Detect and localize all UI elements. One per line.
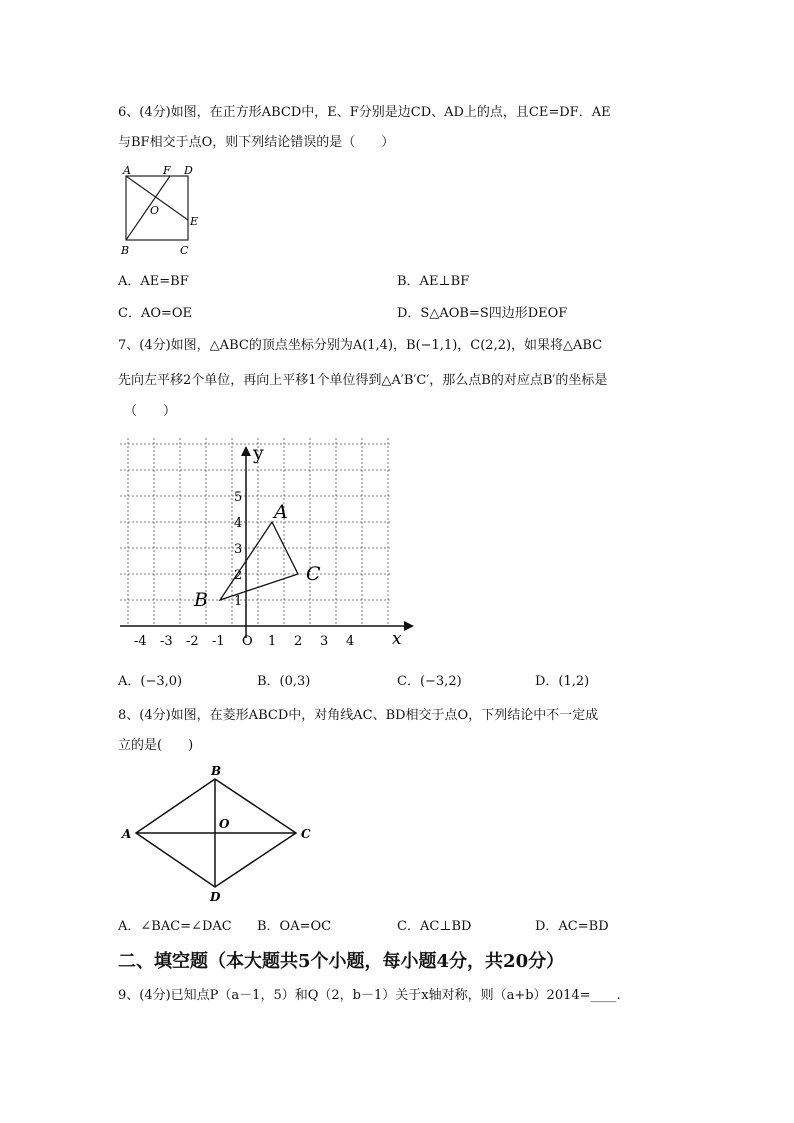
x-tick-label: -1 xyxy=(212,634,225,649)
q8-text-line1: 8、(4分)如图，在菱形ABCD中，对角线AC、BD相交于点O，下列结论中不一定成 xyxy=(118,708,599,723)
q6-text-line2: 与BF相交于点O，则下列结论错误的是（ ） xyxy=(118,135,395,150)
y-tick-label: 1 xyxy=(234,594,243,609)
y-tick-label: 5 xyxy=(234,490,243,505)
label-d: D xyxy=(184,164,193,177)
y-tick-labels xyxy=(234,490,242,609)
q6-square-figure xyxy=(118,162,208,260)
point-label-c: C xyxy=(306,563,321,585)
rhombus-label-d: D xyxy=(210,890,221,904)
y-axis-arrow-icon xyxy=(241,446,251,456)
q7-text-line3: （ ） xyxy=(124,404,177,419)
q7-text-line2: 先向左平移2个单位，再向上平移1个单位得到△A′B′C′，那么点B的对应点B′的坐标是 xyxy=(118,373,608,388)
q8-option-d: D．AC=BD xyxy=(535,919,609,934)
label-o: O xyxy=(150,204,160,217)
triangle-abc xyxy=(220,522,298,600)
x-tick-labels xyxy=(134,634,354,649)
q8-rhombus-figure xyxy=(118,762,328,904)
q6-option-d: D．S△AOB=S四边形DEOF xyxy=(397,306,568,321)
label-c: C xyxy=(180,244,189,257)
y-tick-label: 3 xyxy=(234,542,243,557)
x-tick-label: 3 xyxy=(320,634,329,649)
q6-option-a: A．AE=BF xyxy=(118,274,189,289)
x-axis-label: x xyxy=(392,629,402,649)
point-label-b: B xyxy=(194,589,208,611)
q6-option-b: B．AE⊥BF xyxy=(397,274,470,289)
x-tick-label: -3 xyxy=(160,634,173,649)
q8-text-line2: 立的是( ) xyxy=(118,738,194,753)
q9-text: 9、(4分)已知点P（a－1，5）和Q（2，b－1）关于x轴对称，则（a+b）2014=____. xyxy=(118,988,621,1003)
q7-option-d: D．(1,2) xyxy=(535,674,590,689)
q8-option-a: A．∠BAC=∠DAC xyxy=(118,919,232,934)
label-b: B xyxy=(121,244,130,257)
q8-option-b: B．OA=OC xyxy=(257,919,332,934)
q7-text-line1: 7、(4分)如图，△ABC的顶点坐标分别为A(1,4)，B(−1,1)，C(2,2)，如果将△ABC xyxy=(118,338,603,353)
q7-coordinate-grid xyxy=(110,430,430,650)
point-label-a: A xyxy=(274,501,288,523)
segment-bf xyxy=(126,176,170,240)
section-2-title: 二、填空题（本大题共5个小题，每小题4分，共20分） xyxy=(118,951,565,972)
q6-text-line1: 6、(4分)如图，在正方形ABCD中，E、F分别是边CD、AD上的点，且CE=DF．AE xyxy=(118,105,611,120)
x-tick-label: -2 xyxy=(186,634,199,649)
q7-option-a: A．(−3,0) xyxy=(118,674,183,689)
x-axis-arrow-icon xyxy=(404,621,414,631)
q8-option-c: C．AC⊥BD xyxy=(397,919,472,934)
y-axis-label: y xyxy=(253,442,264,464)
label-f: F xyxy=(163,164,171,177)
grid-lines xyxy=(120,438,390,626)
q6-option-c: C．AO=OE xyxy=(118,306,193,321)
q7-option-b: B．(0,3) xyxy=(257,674,311,689)
x-tick-label: -4 xyxy=(134,634,147,649)
x-tick-label: O xyxy=(242,634,253,649)
x-tick-label: 2 xyxy=(294,634,303,649)
q7-option-c: C．(−3,2) xyxy=(397,674,462,689)
y-tick-label: 2 xyxy=(234,568,243,583)
x-tick-label: 1 xyxy=(268,634,277,649)
rhombus-label-o: O xyxy=(219,817,230,831)
rhombus-label-a: A xyxy=(122,827,132,841)
label-a: A xyxy=(123,164,131,177)
y-tick-label: 4 xyxy=(234,516,243,531)
rhombus-label-b: B xyxy=(211,764,222,778)
x-tick-label: 4 xyxy=(346,634,355,649)
label-e: E xyxy=(190,215,199,228)
rhombus-label-c: C xyxy=(301,827,311,841)
